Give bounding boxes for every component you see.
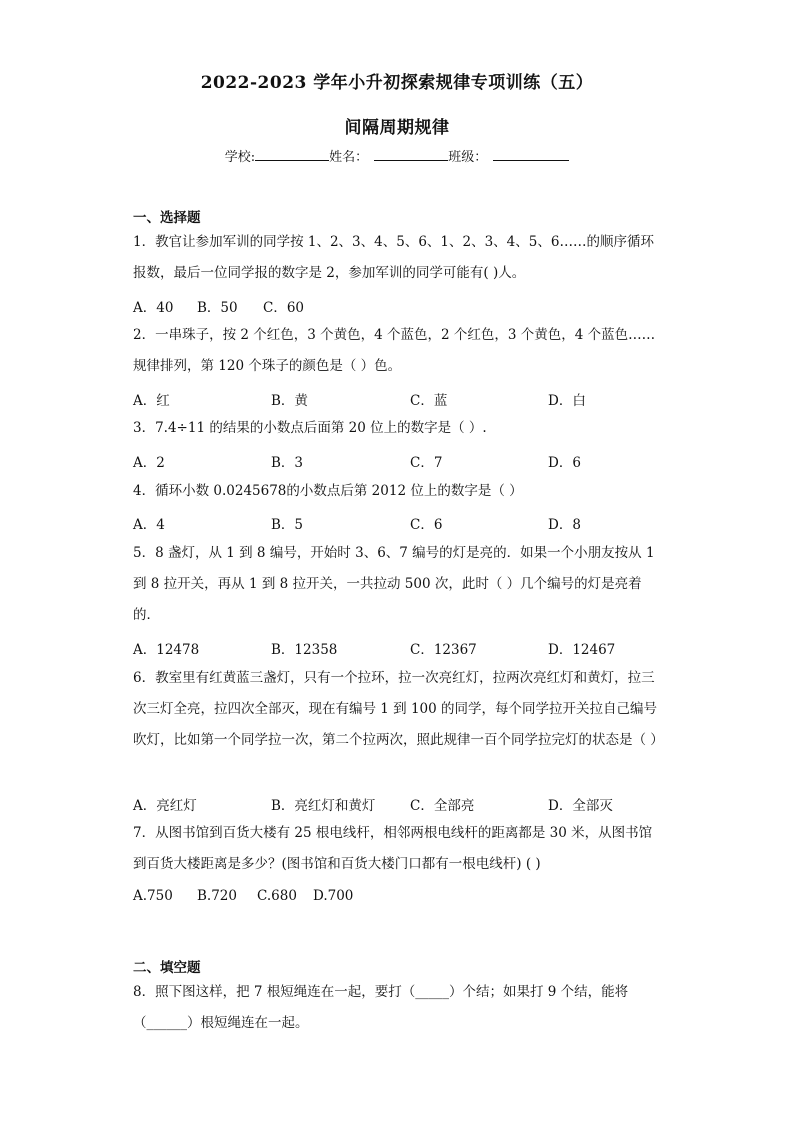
question-7: 7．从图书馆到百货大楼有 25 根电线杆，相邻两根电线杆的距离都是 30 米，从图书馆到百货大楼距离是多少？(图书馆和百货大楼门口都有一根电线杆) ( ) [133,825,653,872]
option[interactable]: B.720 [197,888,237,904]
question-2-options [133,389,673,409]
question-1-options [133,296,673,316]
option[interactable]: C．6 [410,517,443,533]
option[interactable]: A．红 [133,393,170,409]
option[interactable]: D．8 [548,517,581,533]
question-8: 8．照下图这样，把 7 根短绳连在一起，要打（_____）个结；如果打 9 个结，能将（______）根短绳连在一起。 [133,984,629,1031]
question-5: 5．8 盏灯，从 1 到 8 编号，开始时 3、6、7 编号的灯是亮的．如果一个小朋友按从 1 到 8 拉开关，再从 1 到 8 拉开关，一共拉动 500 次，此时（ ）几个编号的灯是亮着的． [133,545,655,623]
option[interactable]: A．40 [133,300,174,316]
option[interactable]: B．3 [271,455,304,471]
question-3-options [133,451,673,471]
option[interactable]: C.680 [257,888,297,904]
option[interactable]: A．亮红灯 [133,798,197,814]
option[interactable]: B．12358 [271,642,338,658]
option[interactable]: A．2 [133,455,165,471]
class-blank[interactable] [493,148,569,161]
student-info-line [0,146,794,165]
option[interactable]: C．7 [410,455,443,471]
page-title: 2022-2023 学年小升初探索规律专项训练（五） [200,73,594,93]
option[interactable]: D．12467 [548,642,616,658]
class-label: 班级： [448,150,488,165]
question-3: 3．7.4÷11 的结果的小数点后面第 20 位上的数字是（ ）. [133,420,487,436]
option[interactable]: B．黄 [271,393,308,409]
option[interactable]: A．4 [133,517,165,533]
question-1: 1．教官让参加军训的同学按 1、2、3、4、5、6、1、2、3、4、5、6……的顺序循环报数，最后一位同学报的数字是 2，参加军训的同学可能有( )人。 [133,234,654,281]
section-heading-fill-blank: 二、填空题 [133,960,201,976]
option[interactable]: A.750 [133,888,173,904]
question-6-options [133,794,673,814]
question-4: 4．循环小数 0.0245678的小数点后第 2012 位上的数字是（ ） [133,483,523,499]
question-7-options [133,888,673,908]
option[interactable]: D.700 [313,888,354,904]
option[interactable]: D．全部灭 [548,798,613,814]
school-label: 学校: [224,150,256,165]
option[interactable]: B．5 [271,517,304,533]
option[interactable]: C．蓝 [410,393,448,409]
option[interactable]: D．6 [548,455,581,471]
name-label: 姓名： [329,150,369,165]
option[interactable]: B．50 [197,300,238,316]
option[interactable]: B．亮红灯和黄灯 [271,798,376,814]
option[interactable]: C．全部亮 [410,798,475,814]
school-blank[interactable] [255,148,329,161]
question-2: 2．一串珠子，按 2 个红色，3 个黄色，4 个蓝色，2 个红色，3 个黄色，4 个蓝色……规律排列，第 120 个珠子的颜色是（ ）色。 [133,327,656,374]
question-6: 6．教室里有红黄蓝三盏灯，只有一个拉环，拉一次亮红灯，拉两次亮红灯和黄灯，拉三次三灯全亮，拉四次全部灭，现在有编号 1 到 100 的同学，每个同学拉开关拉自己编号吹灯，比如第一个同学拉一次，第二个拉两次，照此规律一百个同学拉完灯的状态是（ ） [133,670,664,748]
option[interactable]: A．12478 [133,642,200,658]
name-blank[interactable] [374,148,448,161]
option[interactable]: C．12367 [410,642,477,658]
page-subtitle: 间隔周期规律 [344,118,450,138]
option[interactable]: C．60 [263,300,305,316]
section-heading-choice: 一、选择题 [133,210,201,226]
option[interactable]: D．白 [548,393,586,409]
question-5-options [133,638,673,658]
question-4-options [133,513,673,533]
